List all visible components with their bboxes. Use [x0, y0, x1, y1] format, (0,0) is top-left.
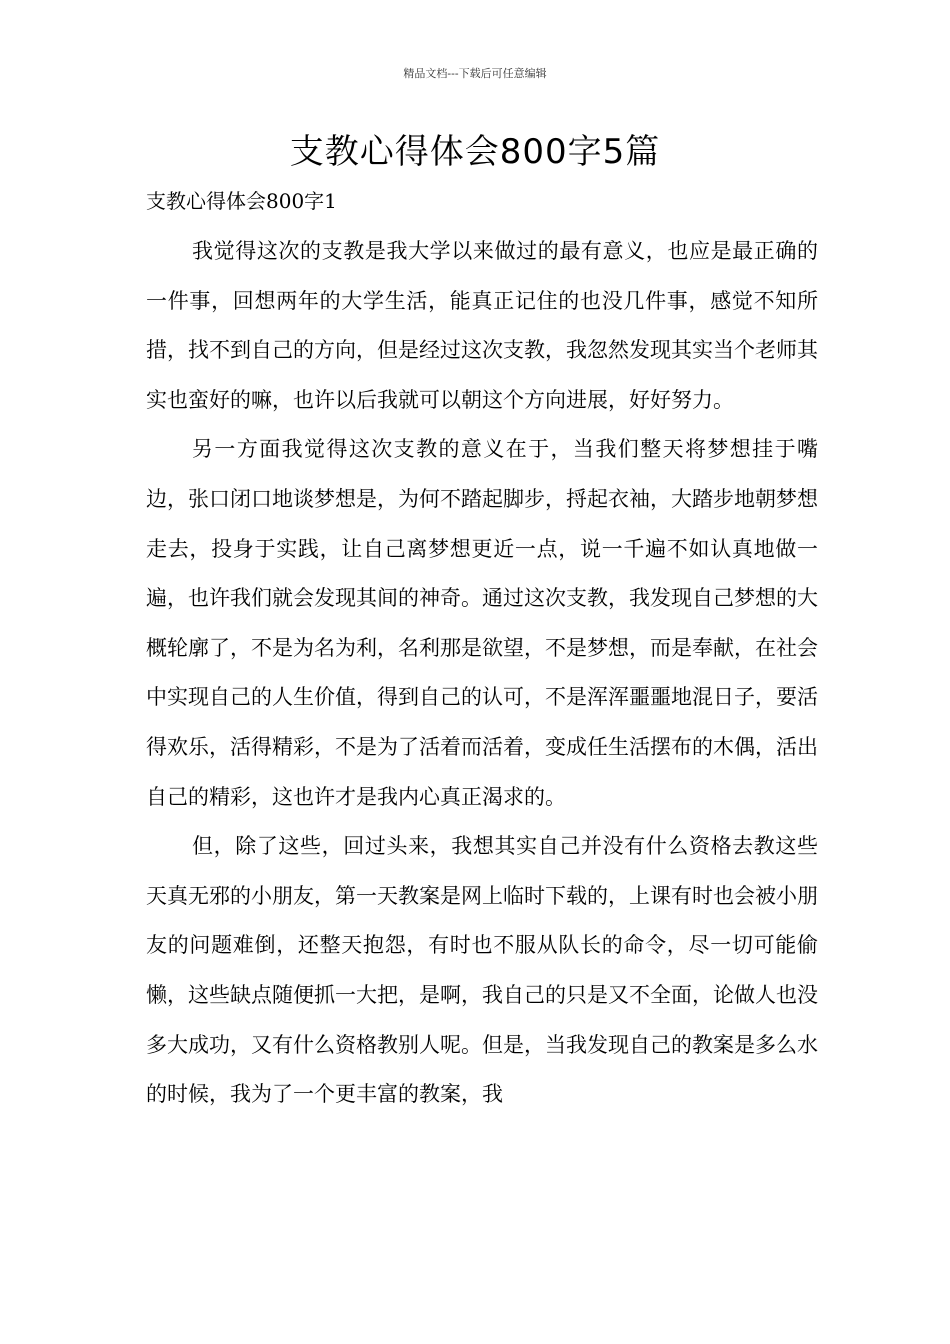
paragraph: 但，除了这些，回过头来，我想其实自己并没有什么资格去教这些天真无邪的小朋友，第一天教案是网上临时下载的，上课有时也会被小朋友的问题难倒，还整天抱怨，有时也不服从队长的命令，尽一切可能偷懒，这些缺点随便抓一大把，是啊，我自己的只是又不全面，论做人也没多大成功，又有什么资格教别人呢。但是，当我发现自己的教案是多么水的时候，我为了一个更丰富的教案，我 [146, 834, 818, 1107]
document-title: 支教心得体会800字5篇 [289, 132, 661, 172]
body-text [146, 227, 818, 1120]
header-note: 精品文档---下载后可任意编辑 [403, 67, 547, 80]
section-heading: 支教心得体会800字1 [146, 189, 337, 213]
paragraph: 我觉得这次的支教是我大学以来做过的最有意义，也应是最正确的一件事，回想两年的大学生活，能真正记住的也没几件事，感觉不知所措，找不到自己的方向，但是经过这次支教，我忽然发现其实当个老师其实也蛮好的嘛，也许以后我就可以朝这个方向进展，好好努力。 [146, 239, 818, 412]
paragraph: 另一方面我觉得这次支教的意义在于，当我们整天将梦想挂于嘴边，张口闭口地谈梦想是，为何不踏起脚步，捋起衣袖，大踏步地朝梦想走去，投身于实践，让自己离梦想更近一点，说一千遍不如认真地做一遍，也许我们就会发现其间的神奇。通过这次支教，我发现自己梦想的大概轮廓了，不是为名为利，名利那是欲望，不是梦想，而是奉献，在社会中实现自己的人生价值，得到自己的认可，不是浑浑噩噩地混日子，要活得欢乐，活得精彩，不是为了活着而活着，变成任生活摆布的木偶，活出自己的精彩，这也许才是我内心真正渴求的。 [146, 437, 818, 809]
